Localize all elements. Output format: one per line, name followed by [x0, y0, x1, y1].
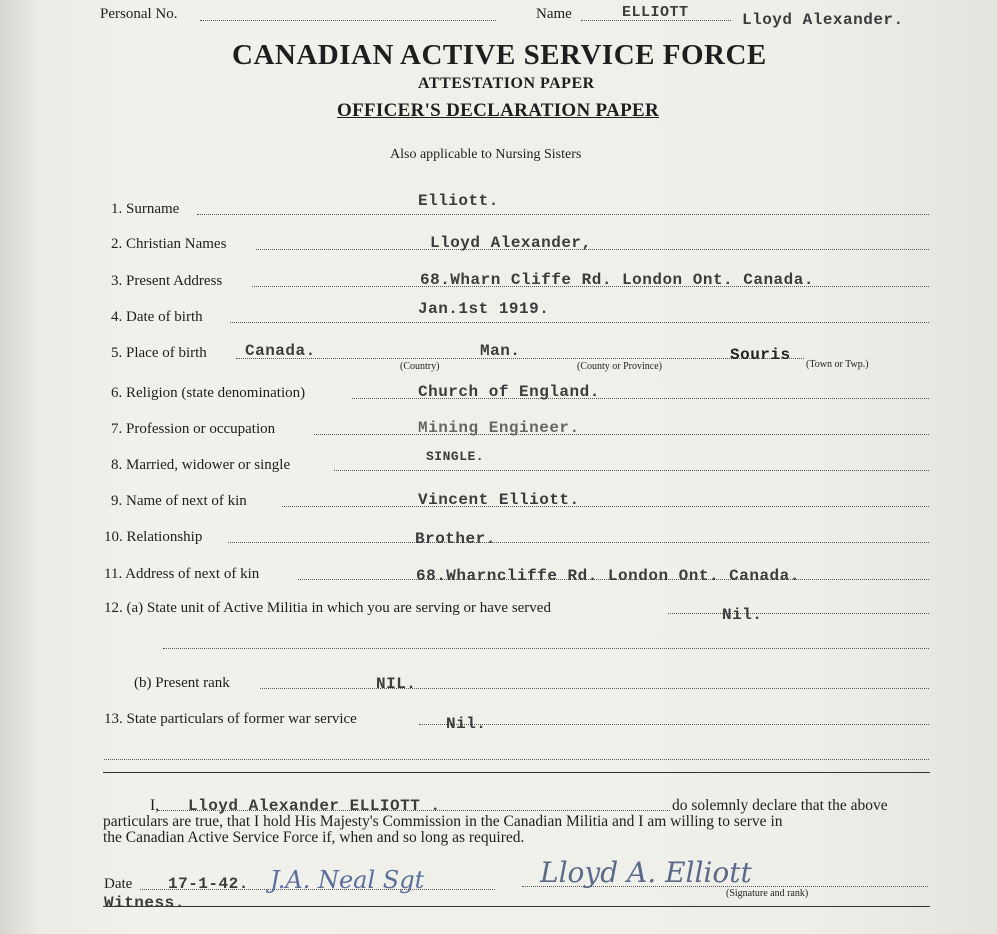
field-line-next-of-kin	[282, 506, 929, 507]
witness-label: Witness.	[104, 894, 185, 912]
personal-no-label: Personal No.	[100, 6, 178, 22]
field-value-present-rank: NIL.	[376, 675, 417, 693]
field-line-militia-unit	[668, 613, 929, 614]
form-subtitle: ATTESTATION PAPER	[418, 75, 595, 92]
applicability-note: Also applicable to Nursing Sisters	[390, 147, 582, 162]
field-line-christian-names	[256, 249, 929, 250]
province-caption: (County or Province)	[577, 361, 662, 372]
section-divider	[103, 772, 930, 773]
declaration-line1-end: do solemnly declare that the above	[672, 797, 888, 814]
field-label-religion: 6. Religion (state denomination)	[111, 385, 306, 401]
field-value-religion: Church of England.	[418, 383, 600, 401]
field-label-war-service: 13. State particulars of former war service	[104, 711, 357, 727]
field-label-relationship: 10. Relationship	[104, 529, 203, 545]
witness-signature: J.A. Neal Sgt	[270, 866, 425, 894]
field-label-address: 3. Present Address	[111, 273, 223, 289]
field-value-militia-unit: Nil.	[722, 606, 763, 624]
name-surname: ELLIOTT	[622, 4, 689, 21]
personal-no-line	[200, 20, 496, 21]
name-given: Lloyd Alexander.	[742, 11, 904, 29]
field-label-dob: 4. Date of birth	[111, 309, 203, 325]
date-value: 17-1-42.	[168, 875, 249, 893]
birthplace-country: Canada.	[245, 342, 316, 360]
field-label-next-of-kin: 9. Name of next of kin	[111, 493, 247, 509]
officer-signature: Lloyd A. Elliott	[540, 856, 752, 889]
declaration-line2: particulars are true, that I hold His Majesty's Commission in the Canadian Militia and I am willing to serve in	[103, 813, 783, 830]
bottom-rule	[103, 906, 930, 907]
field-value-profession: Mining Engineer.	[418, 419, 580, 437]
field-line-marital	[334, 470, 929, 471]
birthplace-province: Man.	[480, 342, 521, 360]
field-line-profession	[314, 434, 929, 435]
field-value-surname: Elliott.	[418, 192, 499, 210]
field-label-birthplace: 5. Place of birth	[111, 345, 207, 361]
field-label-marital: 8. Married, widower or single	[111, 457, 291, 473]
field-label-profession: 7. Profession or occupation	[111, 421, 276, 437]
field-line-present-rank	[260, 688, 929, 689]
town-caption: (Town or Twp.)	[806, 359, 869, 370]
field-line-surname	[197, 214, 929, 215]
field-line-dob	[230, 322, 929, 323]
declaration-line3: the Canadian Active Service Force if, when and so long as required.	[103, 829, 525, 846]
signature-caption: (Signature and rank)	[726, 888, 809, 899]
birthplace-town: Souris	[730, 346, 791, 364]
field-label-kin-address: 11. Address of next of kin	[104, 566, 260, 582]
field-value-kin-address: 68.Wharncliffe Rd. London Ont. Canada.	[416, 567, 800, 585]
field-label-christian-names: 2. Christian Names	[111, 236, 227, 252]
field-label-militia-unit: 12. (a) State unit of Active Militia in which you are serving or have served	[104, 600, 551, 616]
field-line-war-extra	[104, 759, 929, 760]
field-line-relationship	[228, 542, 929, 543]
field-line-militia-extra	[163, 648, 929, 649]
field-label-surname: 1. Surname	[111, 201, 180, 217]
field-value-next-of-kin: Vincent Elliott.	[418, 491, 580, 509]
declaration-prefix: I,	[150, 797, 160, 814]
field-line-war-service	[419, 724, 929, 725]
field-value-christian-names: Lloyd Alexander,	[430, 234, 592, 252]
field-label-present-rank: (b) Present rank	[134, 675, 230, 691]
form-title: CANADIAN ACTIVE SERVICE FORCE	[232, 39, 767, 71]
date-label: Date	[104, 876, 133, 892]
field-value-dob: Jan.1st 1919.	[418, 300, 550, 318]
country-caption: (Country)	[400, 361, 440, 372]
form-heading: OFFICER'S DECLARATION PAPER	[337, 100, 659, 121]
field-value-relationship: Brother.	[415, 530, 496, 548]
declarant-name: Lloyd Alexander ELLIOTT .	[188, 797, 441, 815]
field-value-address: 68.Wharn Cliffe Rd. London Ont. Canada.	[420, 271, 814, 289]
name-label: Name	[536, 6, 572, 22]
field-value-war-service: Nil.	[446, 715, 487, 733]
field-value-marital: SINGLE.	[426, 449, 485, 464]
